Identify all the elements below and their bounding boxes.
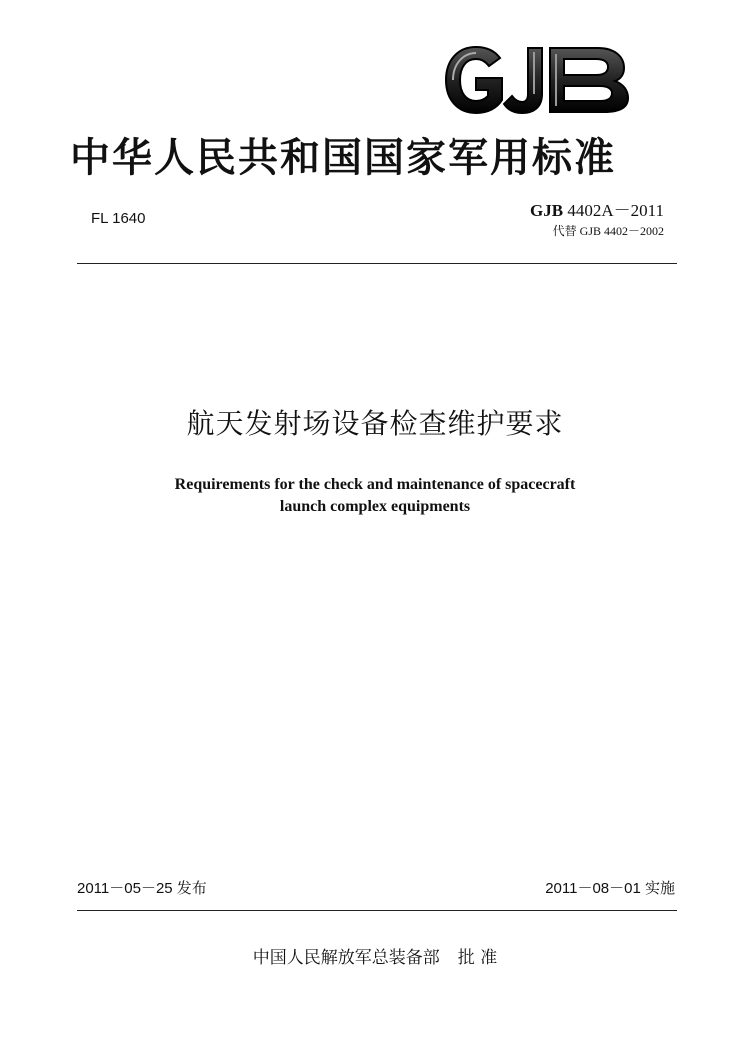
- top-divider: [77, 263, 677, 264]
- logo-letter-b: [550, 48, 628, 112]
- standard-prefix: GJB: [530, 201, 564, 220]
- standard-number: [530, 201, 664, 221]
- gjb-logo: [442, 44, 638, 116]
- approver: 中国人民解放军总装备部: [252, 948, 440, 968]
- bottom-divider: [77, 910, 677, 911]
- replaces-standard: 代替 GJB 4402－2002: [552, 224, 664, 238]
- approval-line: [0, 945, 750, 971]
- classification-code: FL 1640: [91, 210, 146, 227]
- issue-date: 2011－05－25 发布: [77, 880, 207, 897]
- implementation-date: 2011－08－01 实施: [545, 880, 675, 897]
- document-title-cn: 航天发射场设备检查维护要求: [186, 407, 564, 440]
- document-title-en-line2: launch complex equipments: [279, 498, 471, 515]
- logo-letter-j: [504, 48, 542, 113]
- org-title: 中华人民共和国国家军用标准: [70, 134, 616, 181]
- logo-letter-g: [446, 47, 502, 113]
- document-title-en-line1: Requirements for the check and maintenance of spacecraft: [174, 476, 576, 493]
- standard-number-value: 4402A－2011: [567, 201, 664, 220]
- approval-word: 批 准: [457, 948, 498, 968]
